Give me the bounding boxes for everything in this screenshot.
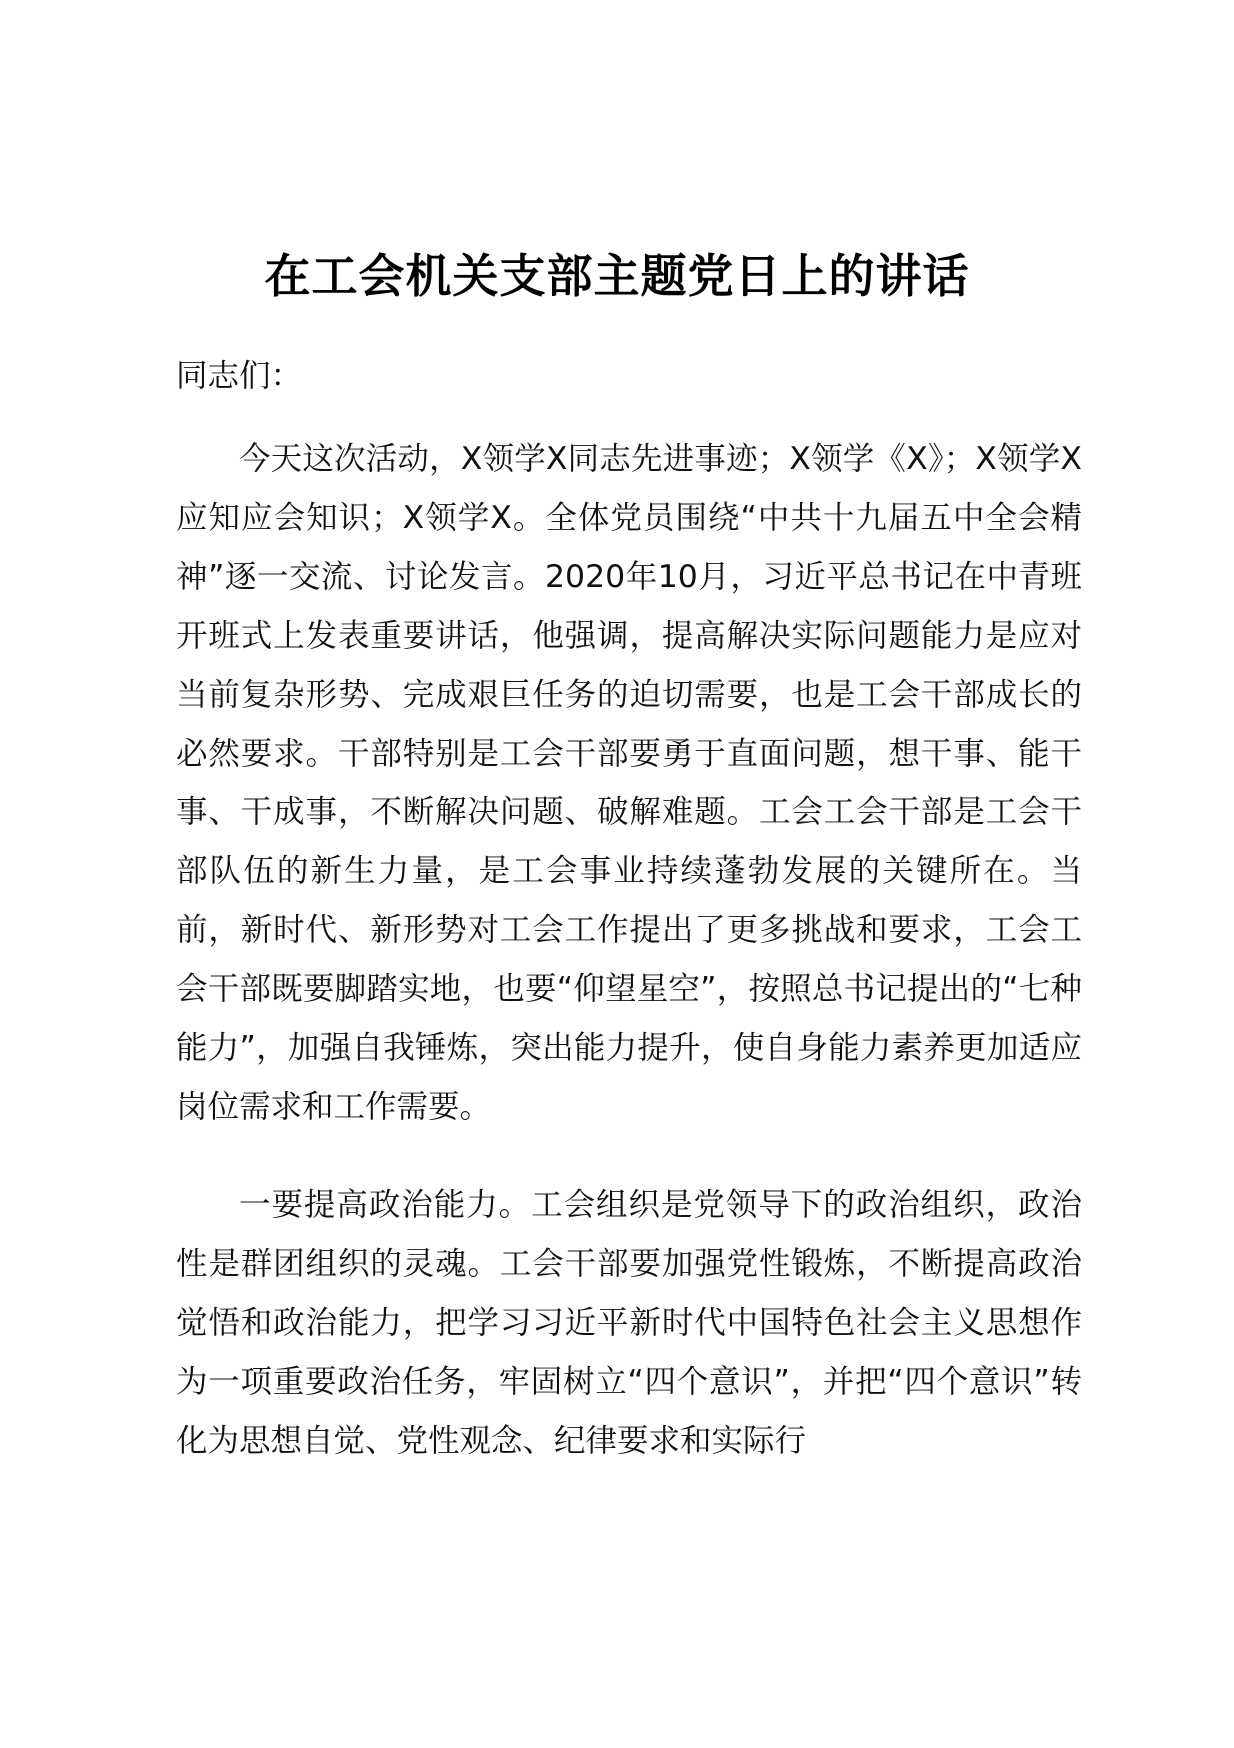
document-title: 在工会机关支部主题党日上的讲话 bbox=[264, 249, 970, 303]
paragraph: 今天这次活动，X领学X同志先进事迹；X领学《X》；X领学X应知应会知识；X领学X。全体党员围绕“中共十九届五中全会精神”逐一交流、讨论发言。2020年10月，习近平总书记在中青班开班式上发表重要讲话，他强调，提高解决实际问题能力是应对当前复杂形势、完成艰巨任务的迫切需要，也是工会干部成长的必然要求。干部特别是工会干部要勇于直面问题，想干事、能干事、干成事，不断解决问题、破解难题。工会工会干部是工会干部队伍的新生力量，是工会事业持续蓬勃发展的关键所在。当前，新时代、新形势对工会工作提出了更多挑战和要求，工会工会干部既要脚踏实地，也要“仰望星空”，按照总书记提出的“七种能力”，加强自我锤炼，突出能力提升，使自身能力素养更加适应岗位需求和工作需要。 bbox=[176, 441, 1082, 1125]
salutation: 同志们： bbox=[176, 358, 303, 394]
paragraph: 一要提高政治能力。工会组织是党领导下的政治组织，政治性是群团组织的灵魂。工会干部要加强党性锻炼，不断提高政治觉悟和政治能力，把学习习近平新时代中国特色社会主义思想作为一项重要政治任务，牢固树立“四个意识”，并把“四个意识”转化为思想自觉、党性观念、纪律要求和实际行 bbox=[176, 1187, 1082, 1459]
